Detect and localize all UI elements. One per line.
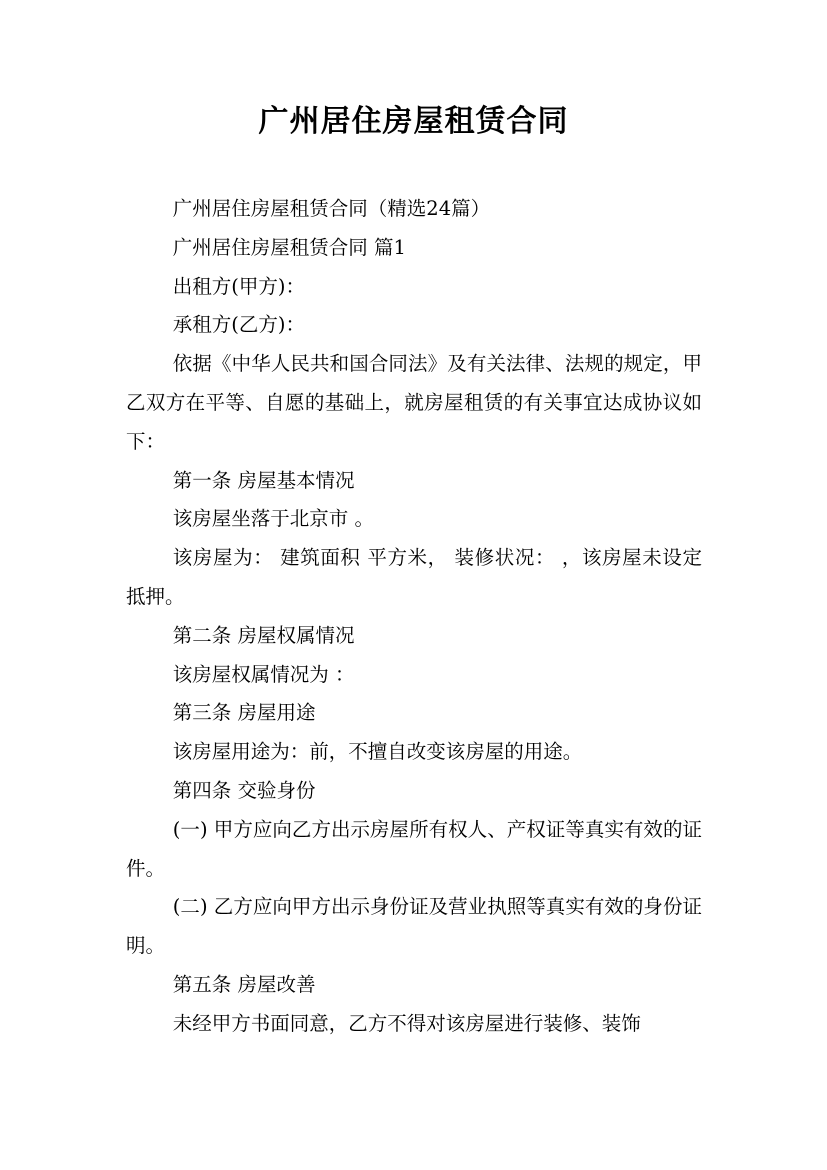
paragraph-usage: 该房屋用途为：前，不擅自改变该房屋的用途。 — [172, 740, 583, 764]
paragraph-identity-2: (二) 乙方应向甲方出示身份证及营业执照等真实有效的身份证明。 — [126, 895, 702, 958]
paragraph-identity-1: (一) 甲方应向乙方出示房屋所有权人、产权证等真实有效的证件。 — [126, 817, 702, 880]
section-heading-3: 第三条 房屋用途 — [172, 701, 316, 725]
paragraph-preamble: 依据《中华人民共和国合同法》及有关法律、法规的规定，甲乙双方在平等、自愿的基础上，就房屋租赁的有关事宜达成协议如下： — [126, 352, 702, 453]
paragraph-area: 该房屋为： 建筑面积 平方米， 装修状况： ，该房屋未设定抵押。 — [126, 546, 702, 608]
section-heading-5: 第五条 房屋改善 — [172, 972, 316, 996]
section-heading-1: 第一条 房屋基本情况 — [172, 468, 355, 492]
paragraph-lessee: 承租方(乙方)： — [172, 313, 306, 337]
document-title: 广州居住房屋租赁合同 — [258, 104, 569, 139]
document-body — [126, 190, 702, 1044]
paragraph-improvement: 未经甲方书面同意，乙方不得对该房屋进行装修、装饰 — [172, 1011, 641, 1035]
section-heading-4: 第四条 交验身份 — [172, 778, 316, 802]
paragraph-collection-title: 广州居住房屋租赁合同（精选24篇） — [172, 197, 491, 220]
paragraph-ownership: 该房屋权属情况为 ： — [172, 662, 355, 686]
paragraph-article-heading: 广州居住房屋租赁合同 篇1 — [172, 235, 406, 259]
paragraph-location: 该房屋坐落于北京市 。 — [172, 507, 374, 531]
paragraph-lessor: 出租方(甲方)： — [172, 274, 306, 298]
section-heading-2: 第二条 房屋权属情况 — [172, 623, 355, 647]
